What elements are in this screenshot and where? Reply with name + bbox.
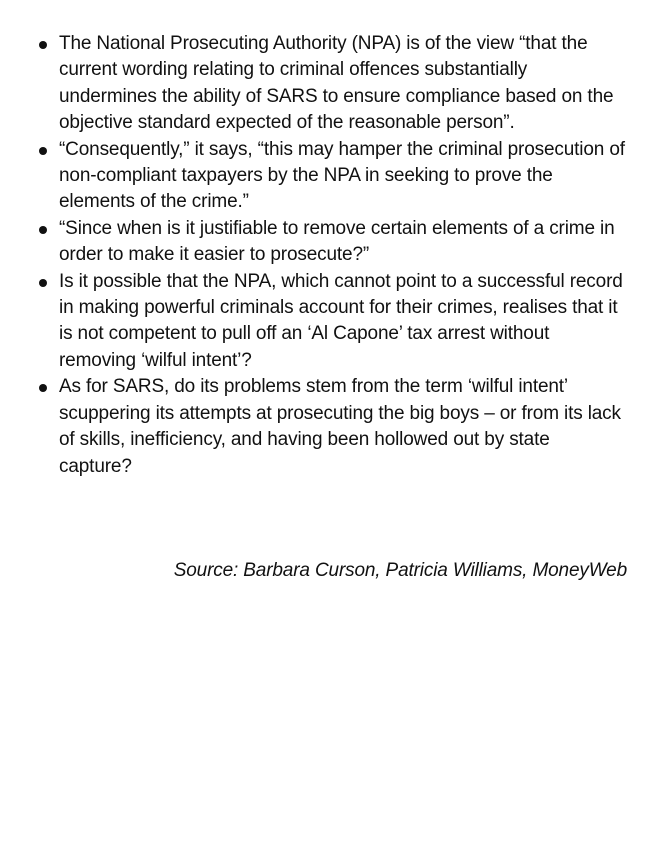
bullet-list: [37, 31, 627, 480]
bullet-item: [37, 374, 627, 480]
bullet-item: [37, 137, 627, 216]
bullet-text: “Since when is it justifiable to remove certain elements of a crime in order to make it easier to prosecute?”: [59, 217, 615, 266]
bullet-point-icon: [39, 226, 47, 234]
source-citation: Source: Barbara Curson, Patricia Williams, MoneyWeb: [173, 560, 627, 581]
bullet-item: [37, 269, 627, 375]
bullet-point-icon: [39, 41, 47, 49]
bullet-text: The National Prosecuting Authority (NPA) is of the view “that the current wording relating to criminal offences substantially undermines the ability of SARS to ensure compliance based on the objective standard expected of the reasonable person”.: [59, 33, 614, 134]
bullet-point-icon: [39, 384, 47, 392]
bullet-text: As for SARS, do its problems stem from the term ‘wilful intent’ scuppering its attempts at prosecuting the big boys – or from its lack of skills, inefficiency, and having been hollowed out by state capture?: [59, 376, 621, 477]
bullet-text: Is it possible that the NPA, which cannot point to a successful record in making powerful criminals account for their crimes, realises that it is not competent to pull off an ‘Al Capone’ tax arrest without removing ‘wilful intent’?: [59, 270, 623, 371]
bullet-text: “Consequently,” it says, “this may hamper the criminal prosecution of non-compliant taxpayers by the NPA in seeking to prove the elements of the crime.”: [59, 138, 625, 213]
bullet-point-icon: [39, 279, 47, 287]
bullet-point-icon: [39, 147, 47, 155]
bullet-item: [37, 31, 627, 137]
bullet-item: [37, 216, 627, 269]
